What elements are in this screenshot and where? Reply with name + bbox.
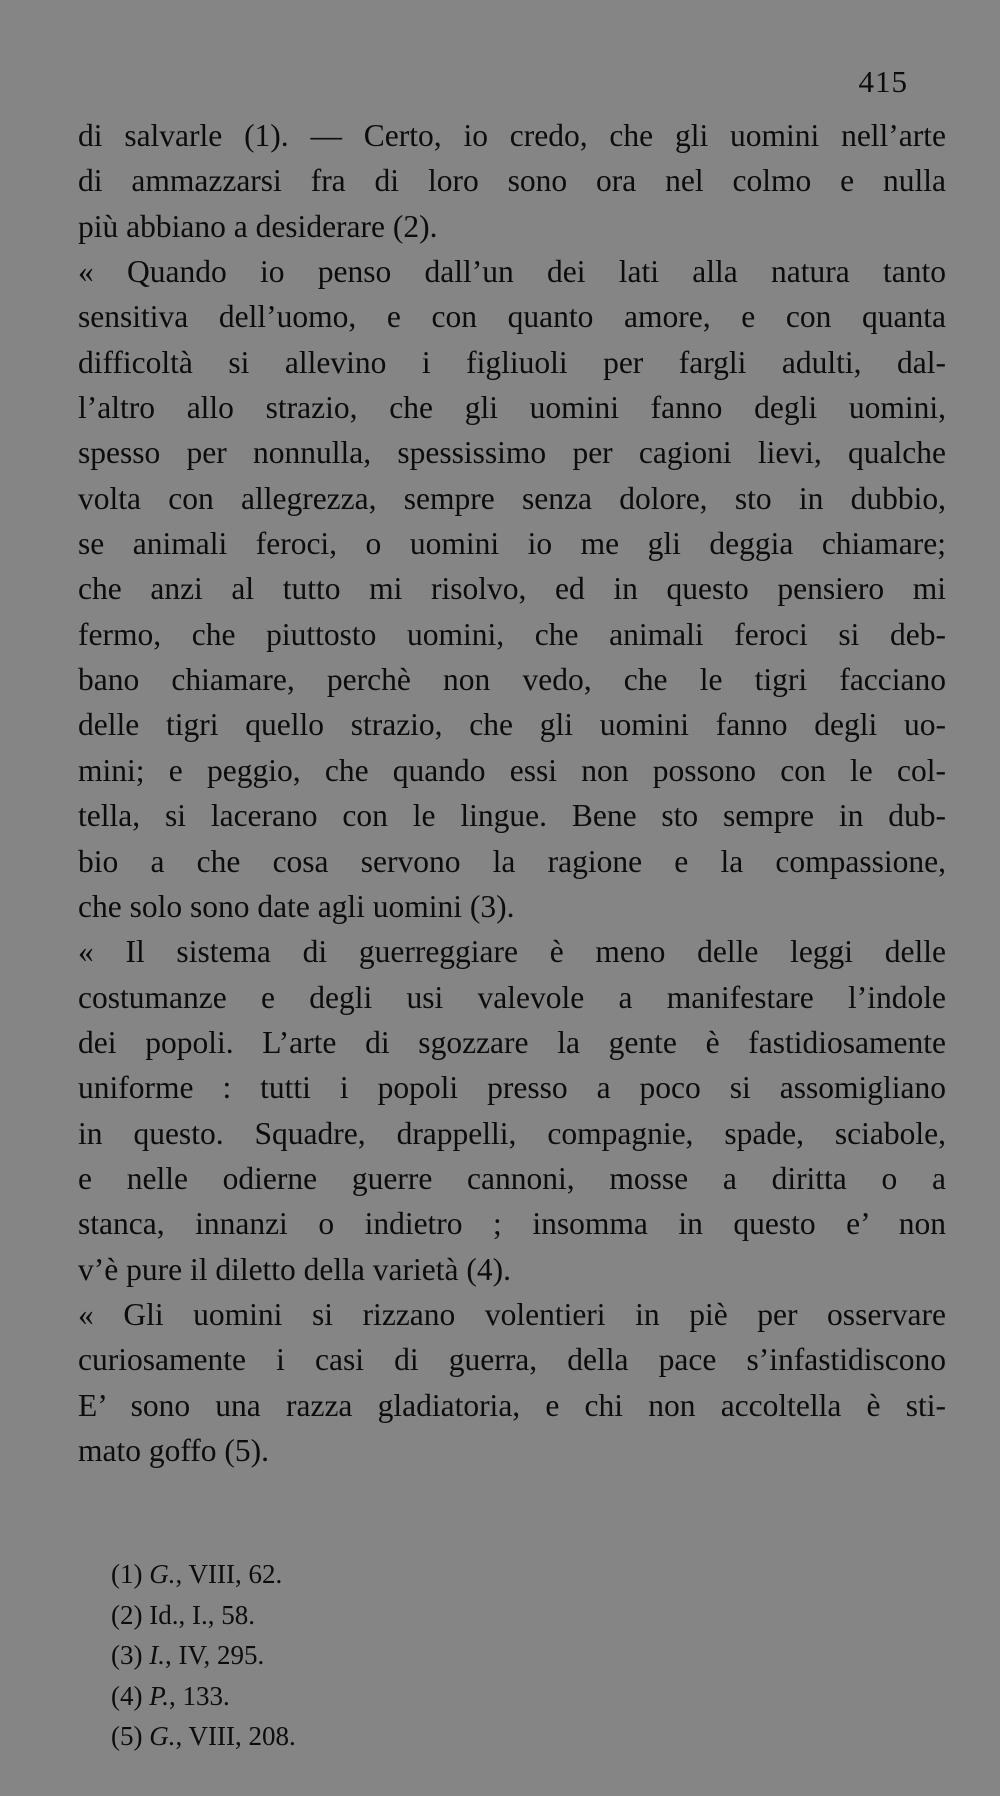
text-line: che solo sono date agli uomini (3). [78, 888, 515, 924]
footnote-source: P. [149, 1680, 169, 1711]
footnote-reference: , VIII, 208. [175, 1721, 296, 1751]
text-line: uniforme : tutti i popoli presso a poco si assomigliano [78, 1070, 946, 1106]
footnote [111, 1676, 296, 1717]
footnote-source: G. [149, 1559, 176, 1589]
text-line: v’è pure il diletto della varietà (4). [78, 1251, 511, 1287]
text-line: « Il sistema di guerreggiare è meno delle leggi delle [78, 934, 946, 970]
text-line: E’ sono una razza gladiatoria, e chi non accoltella è sti- [78, 1387, 946, 1423]
footnote [111, 1635, 296, 1676]
text-line: di salvarle (1). — Certo, io credo, che gli uomini nell’arte [78, 118, 946, 153]
footnote [111, 1554, 296, 1595]
text-line: di ammazzarsi fra di loro sono ora nel colmo e nulla [78, 163, 946, 199]
footnote [111, 1716, 296, 1757]
text-line: volta con allegrezza, sempre senza dolore, sto in dubbio, [78, 480, 946, 516]
footnote-mark: (2) [111, 1599, 143, 1630]
text-line: dei popoli. L’arte di sgozzare la gente è fastidiosamente [78, 1024, 946, 1060]
footnotes [111, 1554, 296, 1757]
footnote [111, 1595, 296, 1636]
footnote-mark: (3) [111, 1640, 143, 1670]
text-line: mato goffo (5). [78, 1432, 269, 1468]
footnote-source: G. [149, 1721, 176, 1751]
footnote-mark: (4) [111, 1680, 143, 1711]
page-number: 415 [858, 64, 908, 99]
footnote-reference: , 133. [169, 1680, 230, 1711]
footnote-mark: (5) [111, 1721, 143, 1751]
text-line: tella, si lacerano con le lingue. Bene sto sempre in dub- [78, 798, 946, 834]
footnote-source: Id. [149, 1599, 179, 1630]
text-line: stanca, innanzi o indietro ; insomma in questo e’ non [78, 1206, 946, 1242]
text-line: in questo. Squadre, drappelli, compagnie, spade, sciabole, [78, 1115, 946, 1151]
text-line: mini; e peggio, che quando essi non possono con le col- [78, 752, 946, 788]
text-line: fermo, che piuttosto uomini, che animali feroci si deb- [78, 616, 946, 652]
text-line: l’altro allo strazio, che gli uomini fanno degli uomini, [78, 390, 946, 426]
text-line: « Gli uomini si rizzano volentieri in piè per osservare [78, 1296, 946, 1332]
footnote-mark: (1) [111, 1559, 143, 1589]
text-line: bio a che cosa servono la ragione e la compassione, [78, 843, 946, 879]
body-text [78, 113, 946, 1473]
text-line: e nelle odierne guerre cannoni, mosse a diritta o a [78, 1160, 946, 1196]
footnote-reference: , VIII, 62. [175, 1559, 283, 1589]
footnote-reference: , I., 58. [178, 1599, 255, 1630]
text-line: se animali feroci, o uomini io me gli deggia chiamare; [78, 526, 946, 562]
text-line: costumanze e degli usi valevole a manifestare l’indole [78, 979, 946, 1015]
text-line: più abbiano a desiderare (2). [78, 208, 438, 244]
text-line: spesso per nonnulla, spessissimo per cagioni lievi, qualche [78, 435, 946, 471]
text-line: curiosamente i casi di guerra, della pace s’infastidiscono [78, 1342, 946, 1378]
text-line: che anzi al tutto mi risolvo, ed in questo pensiero mi [78, 571, 946, 607]
footnote-reference: , IV, 295. [164, 1640, 265, 1670]
text-line: delle tigri quello strazio, che gli uomini fanno degli uo- [78, 707, 946, 743]
text-line: sensitiva dell’uomo, e con quanto amore, e con quanta [78, 299, 946, 335]
text-line: difficoltà si allevino i figliuoli per fargli adulti, dal- [78, 344, 946, 380]
text-line: « Quando io penso dall’un dei lati alla natura tanto [78, 254, 946, 290]
text-line: bano chiamare, perchè non vedo, che le tigri facciano [78, 662, 946, 698]
footnote-source: I. [149, 1640, 165, 1670]
